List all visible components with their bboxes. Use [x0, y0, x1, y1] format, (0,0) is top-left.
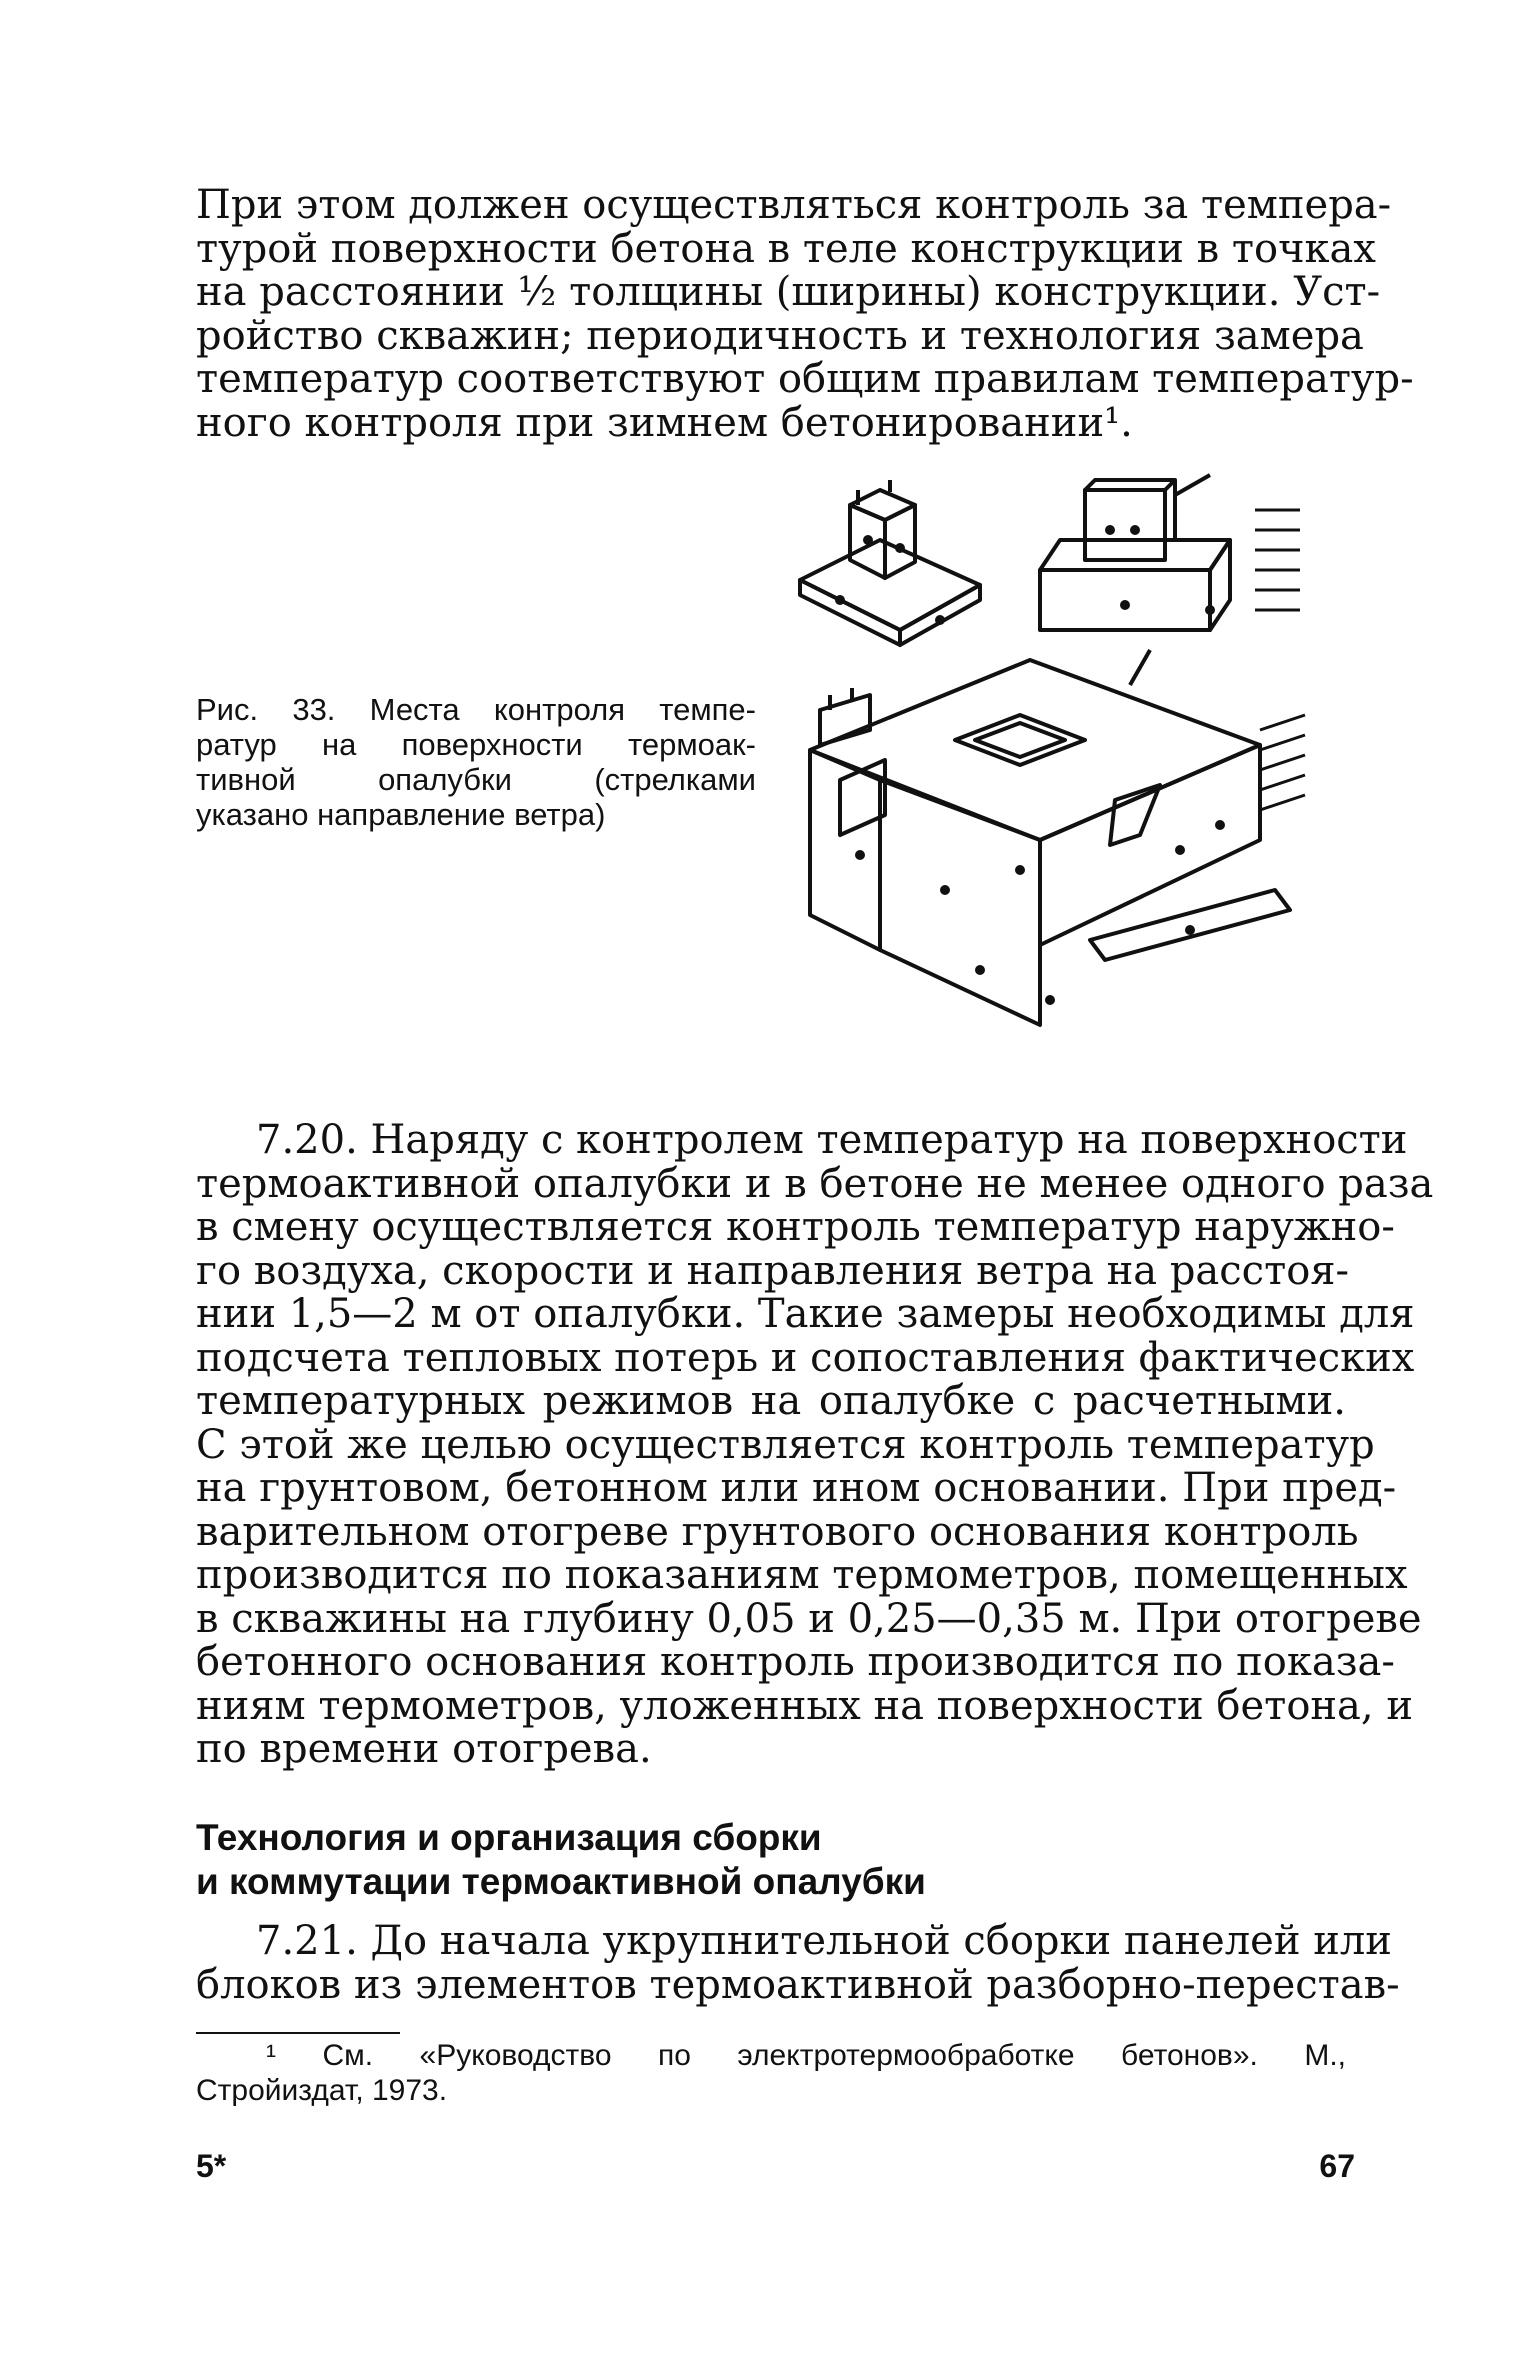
text-line: термоактивной опалубки и в бетоне не менее одного раза	[196, 1160, 1434, 1207]
formwork-block-sketch	[810, 650, 1290, 1025]
column-on-base-sketch	[800, 480, 980, 645]
text-line: температур соответствуют общим правилам температур-	[196, 356, 1414, 402]
intro-paragraph	[196, 182, 1414, 446]
caption-line: тивной опалубки (стрелками	[196, 762, 756, 797]
heading-line: Технология и организация сборки	[196, 1817, 822, 1858]
text-line: производится по показаниям термометров, помещенных	[196, 1552, 1408, 1598]
text-line: 7.20. Наряду с контролем температур на поверхности	[256, 1117, 1408, 1163]
text-line: бетонного основания контроль производится по показа-	[196, 1639, 1395, 1685]
caption-line: Рис. 33. Места контроля темпе-	[196, 692, 756, 727]
text-line: в скважины на глубину 0,05 и 0,25—0,35 м. При отогреве	[196, 1595, 1422, 1642]
footnote-line: Стройиздат, 1973.	[196, 2074, 448, 2107]
formwork-drawing	[780, 470, 1340, 1030]
text-line: ройство скважин; периодичность и технология замера	[196, 312, 1364, 359]
text-line: нии 1,5—2 м от опалубки. Такие замеры необходимы для	[196, 1291, 1415, 1337]
heading-line: и коммутации термоактивной опалубки	[196, 1861, 926, 1902]
printer-signature: 5*	[196, 2148, 227, 2184]
caption-line: ратур на поверхности термоак-	[196, 727, 756, 762]
block-on-plinth-sketch	[1040, 475, 1230, 630]
text-line: на грунтовом, бетонном или ином основании. При пред-	[196, 1465, 1397, 1511]
text-line: С этой же целью осуществляется контроль температур	[196, 1421, 1375, 1468]
text-line: го воздуха, скорости и направления ветра на расстоя-	[196, 1247, 1350, 1294]
text-line: 7.21. До начала укрупнительной сборки панелей или	[256, 1918, 1392, 1964]
text-line: в смену осуществляется контроль температур наружно-	[196, 1204, 1395, 1250]
text-line: подсчета тепловых потерь и сопоставления фактических	[196, 1334, 1415, 1381]
text-line: температурных режимов на опалубке с расчетными.	[196, 1378, 1346, 1424]
footnote-divider	[196, 2032, 400, 2034]
section-7-20	[196, 1117, 1434, 1772]
figure-caption	[196, 692, 756, 832]
text-line: блоков из элементов термоактивной разборно-перестав-	[196, 1961, 1400, 2008]
text-line: При этом должен осуществляться контроль за темпера-	[196, 182, 1392, 228]
text-line: ниям термометров, уложенных на поверхности бетона, и	[196, 1682, 1413, 1729]
footnote	[196, 2038, 1346, 2108]
section-7-21	[196, 1918, 1400, 2008]
footnote-line: ¹ См. «Руководство по электротермообработке бетонов». М.,	[266, 2039, 1346, 2072]
wind-arrows-top	[1255, 510, 1300, 610]
text-line: на расстоянии ½ толщины (ширины) конструкции. Уст-	[196, 269, 1381, 315]
wind-arrows-bottom	[1260, 715, 1305, 810]
caption-line: указано направление ветра)	[196, 797, 606, 832]
formwork-illustration	[780, 470, 1340, 1030]
text-line: варительном отогреве грунтового основания контроль	[196, 1508, 1359, 1555]
page-number: 67	[1319, 2148, 1355, 2184]
text-line: турой поверхности бетона в теле конструкции в точках	[196, 225, 1376, 272]
text-line: по времени отогрева.	[196, 1726, 652, 1772]
section-heading	[196, 1816, 926, 1904]
text-line: ного контроля при зимнем бетонировании¹.	[196, 399, 1133, 446]
